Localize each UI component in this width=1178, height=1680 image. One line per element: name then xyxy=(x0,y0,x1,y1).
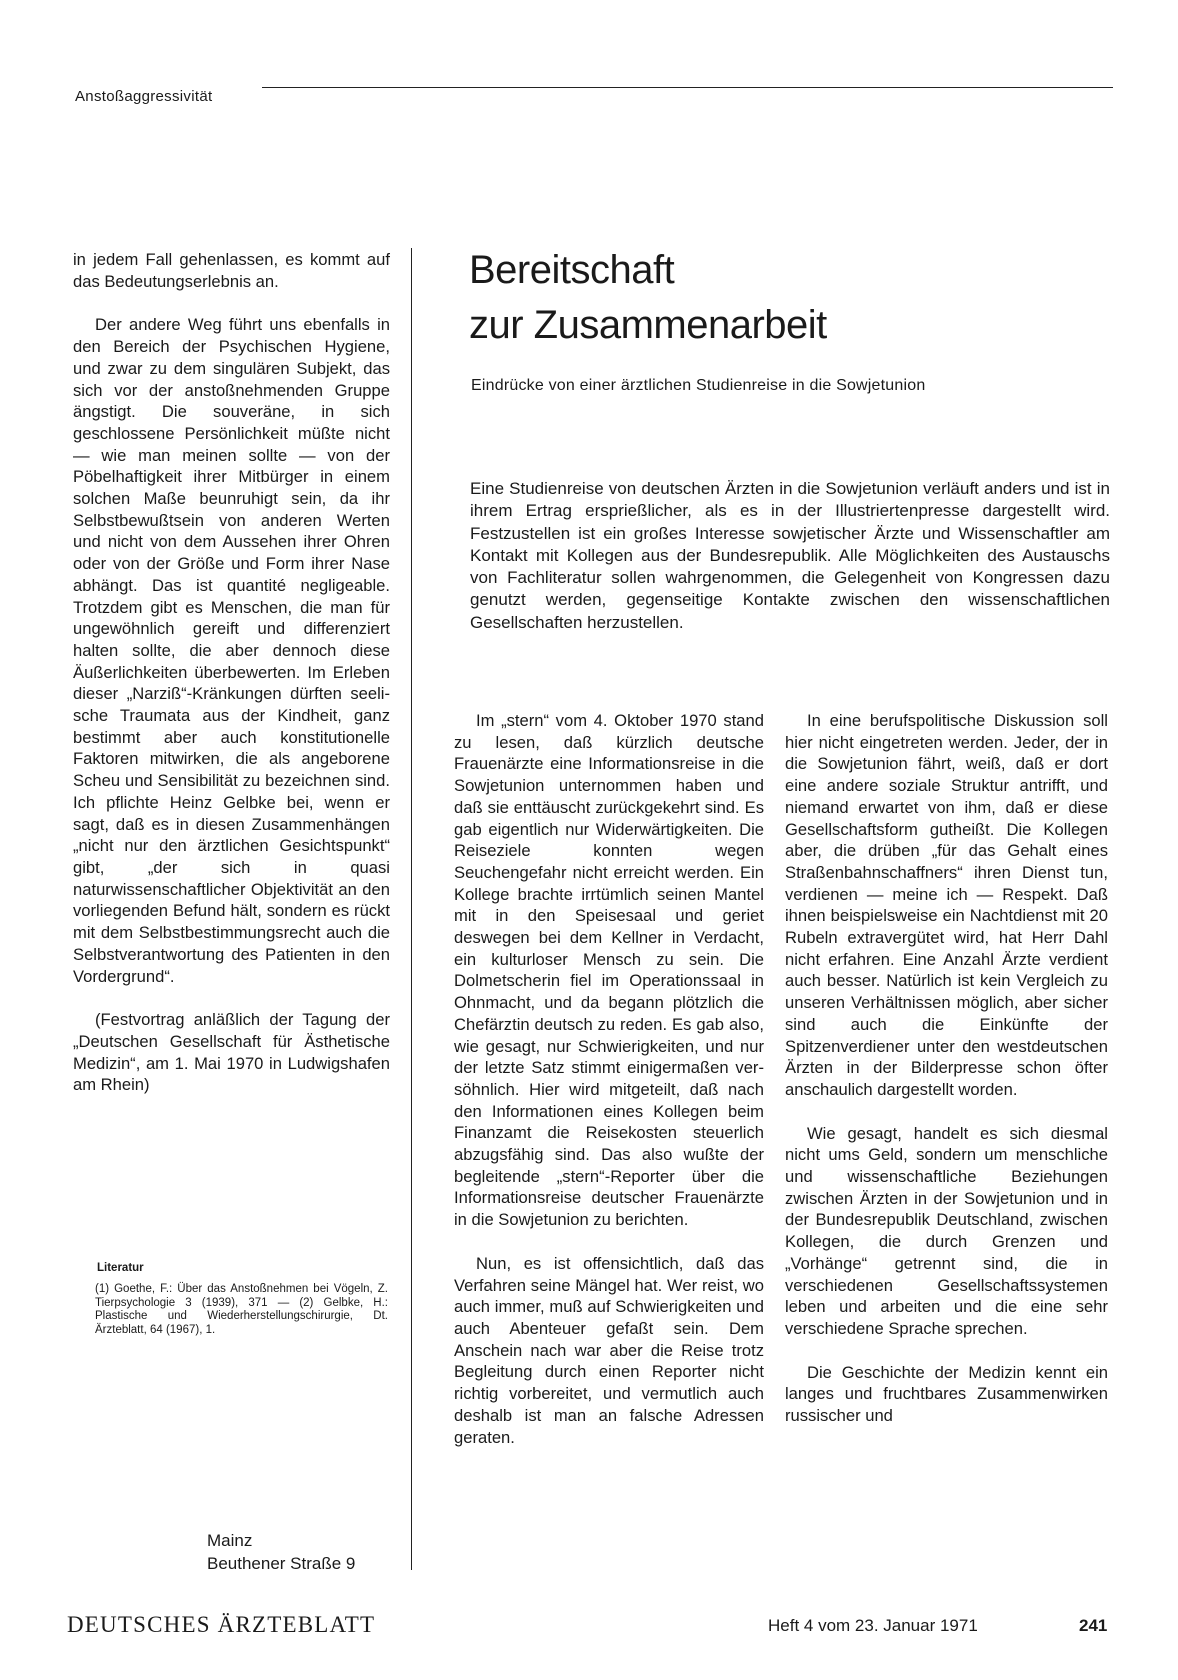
middle-paragraph-1: Im „stern“ vom 4. Oktober 1970 stand zu lesen, daß kürzlich deutsche Frauenärzte eine Informationsreise in die Sowjetunion unternommen haben und daß sie enttäuscht zurückgekehrt sind. Es gab eigentlich nur Widerwärtigkeiten. Die Reiseziele konnten wegen Seuchengefahr nicht erreicht werden. Ein Kollege brachte irrtümlich seinen Mantel mit in den Speisesaal und geriet deswegen bei dem Kellner in Verdacht, ein kulturloser Mensch zu sein. Die Dolmetscherin fiel im Operationssaal in Ohnmacht, und da begann plötzlich die Chefärztin deutsch zu reden. Es gab also, wie gesagt, nur Schwierigkeiten, und nur der letzte Satz stimmt einigermaßen versöhnlich. Hier wird mitgeteilt, daß nach den Informationen eines Kollegen beim Finanzamt die Reisekosten steuerlich abzugsfähig sind. Das also wußte der begleitende „stern“-Reporter über die Informationsreise deutscher Frauenärzte in die Sowjetunion zu berichten. xyxy=(454,711,764,1230)
article-lead: Eine Studienreise von deutschen Ärzten in die Sowjetunion verläuft anders und ist in ihrem Ertrag ersprießlicher, als es in der Illustriertenpresse dargestellt wird. Festzustellen ist ein großes Interesse sowjetischer Ärzte und Wissenschaftler am Kontakt mit Kollegen aus der Bundesrepublik. Alle Möglichkeiten des Austauschs von Fachliteratur sollen wahrgenommen, die Gelegenheit von Kongressen dazu genutzt werden, gegenseitige Kontakte zwischen den wissenschaftlichen Gesellschaften herzustellen. xyxy=(470,479,1110,632)
footer-page-number: 241 xyxy=(1079,1616,1108,1635)
left-paragraph-2: Der andere Weg führt uns ebenfalls in den Bereich der Psychischen Hygiene, und zwar zu dem singulären Subjekt, das sich vor der anstoßnehmenden Gruppe ängstigt. Die souveräne, in sich geschlossene Persönlichkeit müßte nicht — wie man meinen sollte — von der Pöbelhaftigkeit ihrer Mitbürger in einem solchen Maße beunruhigt sein, da ihr Selbstbewußtsein von anderen Werten und nicht von dem Aussehen ihrer Ohren oder von der Größe und Form ihrer Nase abhängt. Das ist quantité negligeable. Trotzdem gibt es Menschen, die man für ungewöhnlich gereift und differenziert halten sollte, die aber dennoch diese Äußerlichkeiten überbewerten. Im Erleben dieser „Narziß“-Kränkungen dürften seelische Traumata aus der Kindheit, ganz bestimmt aber auch konstitutionelle Faktoren mitwirken, die als angeborene Scheu und Sensibilität zu bezeichnen sind. Ich pflichte Heinz Gelbke bei, wenn er sagt, daß es in diesen Zusammenhängen „nicht nur den ärztlichen Gesichtspunkt“ gibt, „der sich in quasi naturwissenschaftlicher Objektivität an den vorliegenden Befund hält, sondern es rückt mit dem Selbstbestimmungsrecht auch die Selbstverantwortung des Patienten in den Vordergrund“. xyxy=(73,315,390,986)
footer-issue: Heft 4 vom 23. Januar 1971 xyxy=(768,1616,978,1635)
left-paragraph-3: (Festvortrag anläßlich der Tagung der „Deutschen Gesellschaft für Ästhetische Medizin“, am 1. Mai 1970 in Ludwigshafen am Rhein) xyxy=(73,1010,390,1095)
address-city: Mainz xyxy=(207,1531,253,1550)
footer-journal-name: DEUTSCHES ÄRZTEBLATT xyxy=(67,1612,376,1637)
column-rule xyxy=(411,248,412,1570)
right-paragraph-2: Wie gesagt, handelt es sich diesmal nicht ums Geld, sondern um menschliche und wissenschaftliche Beziehungen zwischen Ärzten in der Sowjetunion und in der Bundesrepublik Deutschland, zwischen Kollegen, die durch Grenzen und „Vorhänge“ getrennt sind, die in verschiedenen Gesellschaftssystemen leben und arbeiten und die eine sehr verschiedene Sprache sprechen. xyxy=(785,1123,1108,1338)
middle-column xyxy=(454,710,764,1448)
literature-item: (1) Goethe, F.: Über das Anstoßnehmen bei Vögeln, Z. Tierpsychologie 3 (1939), 371 — (2) Gelbke, H.: Plastische und Wiederherstellungschirurgie, Dt. Ärzteblatt, 64 (1967), 1. xyxy=(95,1283,388,1336)
right-paragraph-1: In eine berufspolitische Diskussion soll hier nicht eingetreten werden. Jeder, der in die Sowjetunion fährt, weiß, daß er dort eine andere soziale Struktur antrifft, und niemand erwartet von ihm, daß er diese Gesellschaftsform gutheißt. Die Kollegen aber, die drüben „für das Gehalt eines Straßenbahnschaffners“ ihren Dienst tun, verdienen — meine ich — Respekt. Daß ihnen beispielsweise ein Nachtdienst mit 20 Rubeln extravergütet wird, hat Herr Dahl nicht erfahren. Eine Anzahl Ärzte verdient auch besser. Natürlich ist kein Vergleich zu unseren Verhältnissen möglich, aber sicher sind auch die Einkünfte der Spitzenverdiener unter den westdeutschen Ärzten in der Bilderpresse schon öfter anschaulich dargestellt worden. xyxy=(785,711,1108,1099)
article-title-line-1: Bereitschaft xyxy=(469,248,675,292)
header-rule xyxy=(262,87,1113,88)
middle-paragraph-2: Nun, es ist offensichtlich, daß das Verfahren seine Mängel hat. Wer reist, wo auch immer, muß auf Schwierigkeiten und auch Abenteuer gefaßt sein. Dem Anschein nach war aber die Reise trotz Begleitung durch einen Reporter nicht richtig vorbereitet, und vermutlich auch deshalb ist man an falsche Adressen geraten. xyxy=(454,1253,764,1447)
article-subtitle: Eindrücke von einer ärztlichen Studienreise in die Sowjetunion xyxy=(471,377,926,394)
right-column xyxy=(785,710,1108,1427)
left-column xyxy=(73,249,390,1096)
running-head: Anstoßaggressivität xyxy=(75,88,213,105)
left-paragraph-1: in jedem Fall gehenlassen, es kommt auf das Bedeutungserlebnis an. xyxy=(73,250,390,291)
author-address xyxy=(207,1529,355,1575)
right-paragraph-3: Die Geschichte der Medizin kennt ein langes und fruchtbares Zusammenwirken russischer und xyxy=(785,1362,1108,1426)
literature-heading: Literatur xyxy=(97,1262,144,1274)
article-title-line-2: zur Zusammenarbeit xyxy=(469,303,827,347)
article-title xyxy=(469,243,827,353)
literature-section xyxy=(95,1262,388,1337)
address-street: Beuthener Straße 9 xyxy=(207,1554,356,1573)
